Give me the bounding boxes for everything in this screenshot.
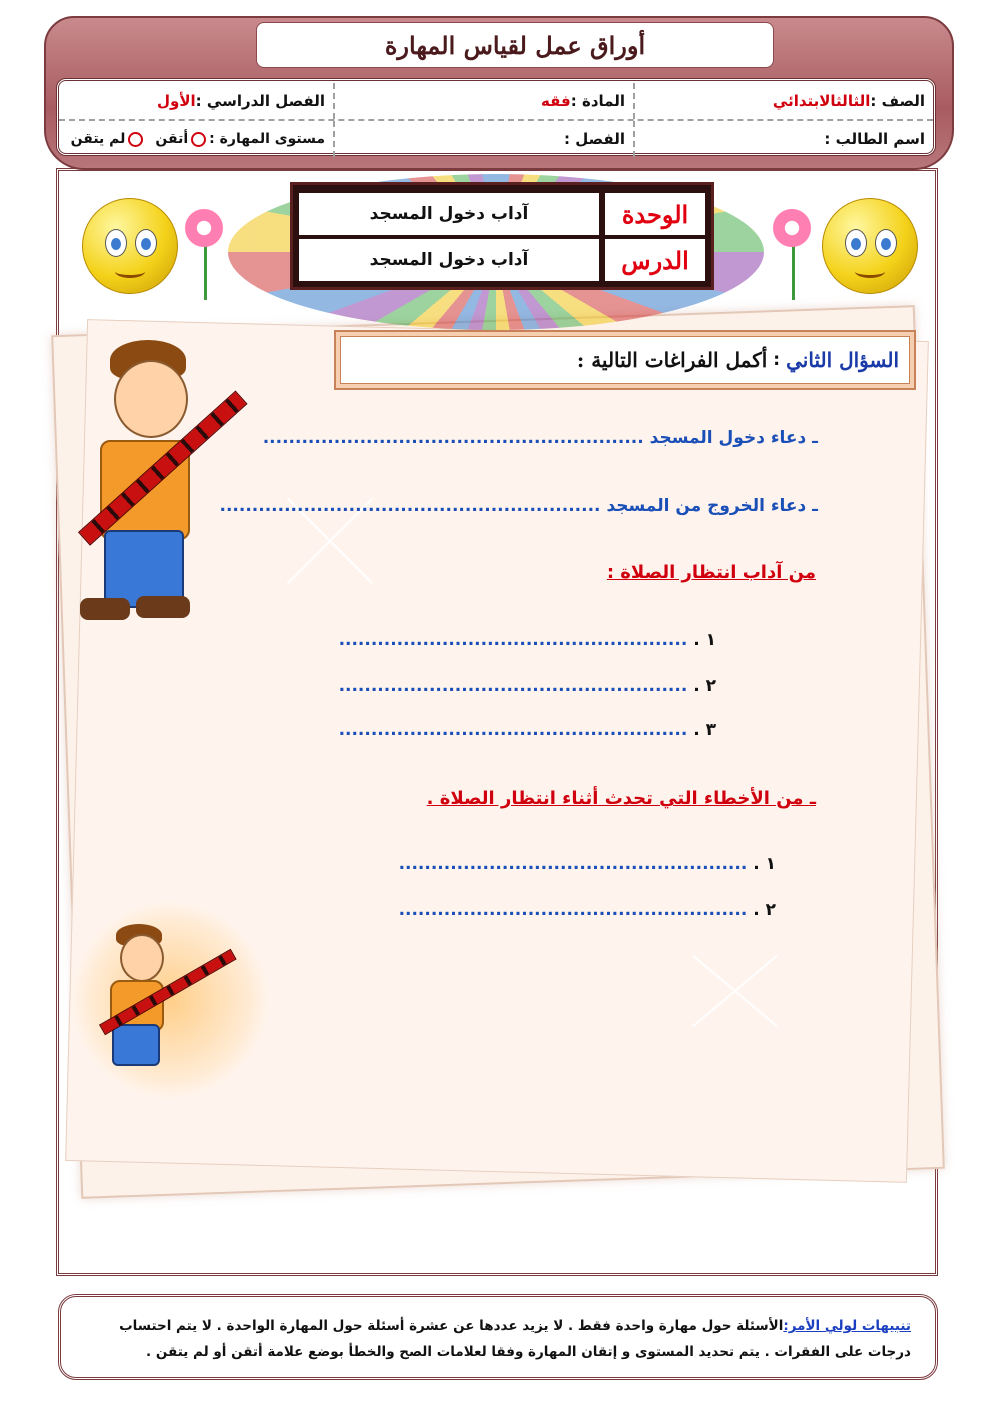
footer-text-2: درجات على الفقرات . يتم تحديد المستوى و إتقان المهارة وفقا لعلامات الصح والخطأ بوضع علامة أتقن أو لم يتقن .: [146, 1344, 911, 1360]
mastered-radio[interactable]: [191, 132, 206, 147]
subject-cell: [333, 83, 633, 119]
question-colon: :: [773, 350, 781, 370]
page-title: أوراق عمل لقياس المهارة: [256, 22, 774, 68]
lesson-row: [299, 239, 705, 281]
info-row-2: [59, 121, 933, 157]
subject-value: فقه: [541, 92, 571, 110]
lesson-label: الدرس: [605, 239, 705, 281]
list1-item-1-blank[interactable]: ......................................................: [338, 630, 688, 650]
list1-item-3-blank[interactable]: ......................................................: [338, 720, 688, 740]
class-cell[interactable]: [333, 121, 633, 157]
heading-prayer-etiquette: من آداب انتظار الصلاة :: [606, 562, 816, 583]
student-name-cell[interactable]: [633, 121, 933, 157]
footer-title: تنبيهات لولي الأمر:: [783, 1318, 911, 1334]
student-name-label: اسم الطالب :: [824, 130, 925, 148]
list1-item-3: [339, 720, 716, 740]
list1-item-2: [339, 676, 716, 696]
list1-item-2-num: ٢ .: [693, 676, 716, 696]
list1-item-2-blank[interactable]: ......................................................: [338, 676, 688, 696]
smiley-face-icon: [82, 198, 178, 294]
line2-blank[interactable]: ...........................................................: [219, 496, 601, 516]
smiley-face-icon: [822, 198, 918, 294]
semester-cell: [59, 83, 333, 119]
fill-line-1: [263, 428, 818, 448]
line1-label: ـ دعاء دخول المسجد: [649, 428, 818, 448]
line1-blank[interactable]: ...........................................................: [262, 428, 644, 448]
list2-item-2: [399, 900, 776, 920]
lesson-value: آداب دخول المسجد: [299, 239, 599, 281]
student-info-table: [56, 78, 936, 156]
flower-icon: [770, 206, 814, 250]
not-mastered-label: لم يتقن: [70, 131, 126, 147]
mastered-label: أتقن: [155, 131, 189, 147]
unit-row: [299, 193, 705, 235]
grade-label: الصف :: [870, 92, 925, 110]
question-instruction: أكمل الفراغات التالية :: [576, 348, 768, 372]
parent-notes-footer: [58, 1294, 938, 1380]
small-boy-illustration: [100, 920, 240, 1070]
footer-line-1: [85, 1313, 911, 1339]
skill-level-label: مستوى المهارة :: [209, 131, 325, 147]
question-banner: [334, 330, 916, 390]
semester-value: الأول: [157, 92, 196, 110]
fill-line-2: [219, 496, 818, 516]
list2-item-2-num: ٢ .: [753, 900, 776, 920]
list1-item-3-num: ٣ .: [693, 720, 716, 740]
list2-item-1-num: ١ .: [753, 854, 776, 874]
boy-with-pencil-illustration: [70, 340, 250, 640]
list2-item-1: [399, 854, 776, 874]
list2-item-2-blank[interactable]: ......................................................: [398, 900, 748, 920]
class-label: الفصل :: [564, 130, 625, 148]
not-mastered-radio[interactable]: [128, 132, 143, 147]
subject-label: المادة :: [570, 92, 625, 110]
footer-text-1: الأسئلة حول مهارة واحدة فقط . لا يزيد عددها عن عشرة أسئلة حول المهارة الواحدة . لا يتم احتساب: [119, 1318, 784, 1334]
question-title: السؤال الثاني: [786, 348, 899, 372]
list1-item-1-num: ١ .: [693, 630, 716, 650]
grade-cell: [633, 83, 933, 119]
heading-common-mistakes: ـ من الأخطاء التي تحدث أثناء انتظار الصلاة .: [426, 788, 816, 809]
unit-label: الوحدة: [605, 193, 705, 235]
unit-value: آداب دخول المسجد: [299, 193, 599, 235]
semester-label: الفصل الدراسي :: [195, 92, 325, 110]
info-row-1: [59, 83, 933, 121]
list2-item-1-blank[interactable]: ......................................................: [398, 854, 748, 874]
skill-level-cell: [59, 121, 333, 157]
grade-value: الثالثالابتدائي: [772, 92, 871, 110]
list1-item-1: [339, 630, 716, 650]
unit-lesson-table: [290, 182, 714, 290]
flower-icon: [182, 206, 226, 250]
line2-label: ـ دعاء الخروج من المسجد: [606, 496, 818, 516]
